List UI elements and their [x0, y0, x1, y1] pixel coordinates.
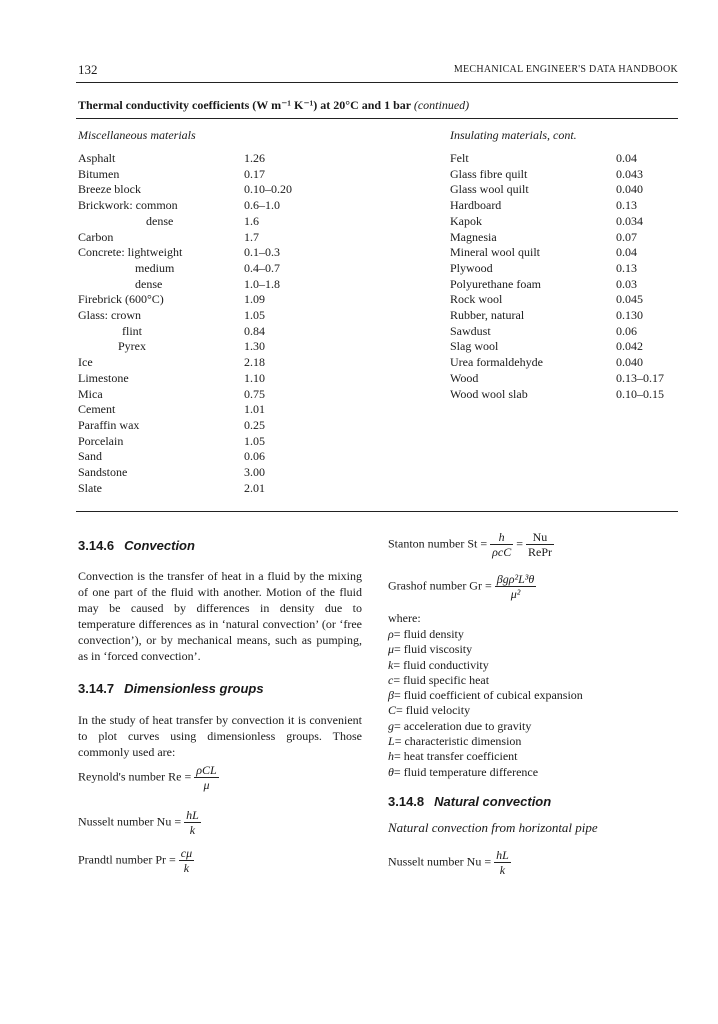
definition-item [388, 658, 583, 673]
section-number: 3.14.8 [388, 794, 425, 809]
table-row-name: Brickwork: common [78, 198, 178, 213]
table-row-name: Carbon [78, 229, 114, 244]
table-row-name: Slag wool [450, 339, 499, 354]
left-column-heading: Miscellaneous materials [78, 128, 196, 142]
table-row-name: Glass wool quilt [450, 182, 529, 197]
table-row-name: dense [146, 213, 174, 228]
fraction-denominator: k [179, 860, 194, 875]
table-title-text: Thermal conductivity coefficients (W m⁻¹ K⁻¹) at 20°C and 1 bar [78, 98, 411, 112]
definition-item [388, 627, 583, 642]
fraction-denominator: μ² [495, 586, 537, 601]
section-natural-heading [388, 794, 551, 809]
section-dimensionless-heading [78, 681, 264, 696]
fraction-denominator: k [494, 862, 511, 877]
table-row-name: Limestone [78, 370, 129, 385]
table-row-value: 0.04 [616, 151, 637, 165]
section-title: Dimensionless groups [124, 681, 264, 696]
nusselt-formula [78, 808, 201, 837]
table-row-name: Bitumen [78, 166, 120, 181]
table-row-name: Paraffin wax [78, 417, 140, 432]
table-row-value: 1.6 [244, 213, 259, 228]
fraction-numerator: h [498, 530, 505, 544]
table-row-value: 1.05 [244, 433, 265, 448]
definition-item [388, 765, 583, 780]
definition-symbol: β [388, 688, 394, 703]
equals-sign: = [516, 536, 523, 551]
header-rule [76, 82, 678, 83]
section-convection-heading [78, 538, 195, 553]
table-row-name: Mica [78, 386, 103, 401]
fraction-denominator: μ [194, 777, 218, 792]
table-row-name: Asphalt [78, 151, 116, 165]
table-row-name: Rock wool [450, 292, 503, 307]
table-row-name: Wood wool slab [450, 386, 528, 401]
stanton-formula [388, 530, 554, 559]
definition-item [388, 642, 583, 657]
table-row-name: Concrete: lightweight [78, 245, 183, 260]
section-title: Convection [124, 538, 195, 553]
definition-text: = fluid velocity [396, 703, 471, 718]
table-row-value: 0.04 [616, 245, 637, 260]
definition-text: = acceleration due to gravity [394, 718, 532, 733]
formula-label: Reynold's number Re = [78, 769, 192, 784]
table-title-suffix: (continued) [413, 98, 470, 112]
fraction-denominator: ρcC [492, 545, 512, 559]
where-list [388, 627, 583, 780]
table-row-name: flint [122, 323, 142, 338]
formula-label: Stanton number St = [388, 536, 488, 551]
fraction-numerator: hL [186, 808, 199, 822]
definition-symbol: μ [388, 642, 395, 657]
table-row-name: Felt [450, 151, 469, 165]
definition-text: = fluid temperature difference [393, 764, 539, 779]
table-row-value: 1.7 [244, 229, 259, 244]
table-row-value: 0.06 [616, 323, 637, 338]
fraction-numerator: Nu [532, 530, 548, 544]
table-row-value: 0.130 [616, 308, 643, 322]
definition-text: = fluid viscosity [394, 642, 473, 657]
table-row-value: 1.09 [244, 292, 265, 307]
fraction-numerator: cμ [180, 846, 193, 860]
table-row-value: 2.01 [244, 480, 265, 495]
right-column-heading: Insulating materials, cont. [450, 128, 577, 142]
table-row-name: Hardboard [450, 198, 502, 213]
table-row-value: 0.07 [616, 229, 637, 244]
section-title: Natural convection [434, 794, 552, 809]
table-row-value: 3.00 [244, 465, 265, 479]
where-label: where: [388, 611, 421, 625]
table-row-value: 1.05 [244, 308, 265, 322]
table-row-value: 0.75 [244, 386, 265, 401]
table-row-name: Glass: crown [78, 308, 141, 322]
section-number: 3.14.7 [78, 681, 115, 696]
table-row-value: 2.18 [244, 355, 265, 370]
table-row-value: 0.13–0.17 [616, 370, 664, 385]
prandtl-formula [78, 846, 194, 875]
definition-text: = fluid specific heat [393, 672, 490, 687]
table-row-name: Slate [78, 480, 102, 495]
grashof-formula [388, 572, 536, 601]
table-row-value: 0.042 [616, 339, 643, 354]
definition-item [388, 688, 583, 703]
table-row-name: Ice [78, 355, 93, 370]
fraction-numerator: hL [496, 848, 509, 862]
table-row-name: Sawdust [450, 323, 491, 338]
table-row-name: Sand [78, 449, 102, 464]
table-row-value: 0.13 [616, 198, 637, 213]
table-row-value: 1.26 [244, 151, 265, 165]
table-row-value: 0.25 [244, 417, 265, 432]
table-row-value: 0.84 [244, 323, 265, 338]
definition-item [388, 734, 583, 749]
table-row-value: 0.043 [616, 166, 643, 181]
convection-paragraph: Convection is the transfer of heat in a fluid by the mixing of one part of the fluid with another. Motion of the fluid may be caused by differences in density due to temperature differences as in ‘natural convection’ (or ‘free convection’), or by mechanical means, such as pumping, as in ‘forced convection’. [78, 569, 362, 663]
table-row-name: Cement [78, 402, 116, 417]
table-row-value: 0.06 [244, 449, 265, 464]
table-row-name: Mineral wool quilt [450, 245, 540, 260]
definition-symbol: θ [388, 764, 394, 779]
formula-label: Nusselt number Nu = [78, 814, 182, 829]
table-row-name: Firebrick (600°C) [78, 292, 164, 307]
definition-symbol: g [388, 718, 394, 733]
table-row-name: Rubber, natural [450, 308, 525, 322]
table-row-name: Sandstone [78, 465, 128, 479]
definition-item [388, 703, 583, 718]
definition-text: = fluid conductivity [393, 657, 489, 672]
table-row-value: 0.040 [616, 182, 643, 197]
table-row-value: 0.6–1.0 [244, 198, 280, 213]
reynolds-formula [78, 763, 219, 792]
table-row-name: Magnesia [450, 229, 497, 244]
definition-symbol: ρ [388, 627, 394, 641]
table-row-value: 0.13 [616, 260, 637, 275]
table-row-value: 0.10–0.15 [616, 386, 664, 401]
table-row-name: Wood [450, 370, 479, 385]
table-row-value: 1.30 [244, 339, 265, 354]
table-row-name: Plywood [450, 260, 493, 275]
table-bottom-rule [76, 511, 678, 512]
table-top-rule [76, 118, 678, 119]
definition-text: = fluid coefficient of cubical expansion [393, 688, 583, 703]
page-number: 132 [78, 62, 98, 77]
formula-label: Prandtl number Pr = [78, 852, 176, 867]
table-row-value: 0.4–0.7 [244, 260, 280, 275]
definition-item [388, 719, 583, 734]
table-row-value: 1.01 [244, 402, 265, 417]
table-row-name: medium [135, 260, 175, 275]
definition-item [388, 673, 583, 688]
table-row-name: Porcelain [78, 433, 124, 448]
table-row-name: dense [135, 276, 163, 291]
table-row-value: 0.03 [616, 276, 637, 291]
fraction-numerator: ρCL [196, 763, 217, 777]
definition-text: = characteristic dimension [394, 734, 522, 749]
definition-symbol: c [388, 672, 394, 687]
table-row-name: Kapok [450, 213, 482, 228]
table-row-name: Breeze block [78, 182, 141, 197]
table-row-value: 0.10–0.20 [244, 182, 292, 197]
formula-label: Grashof number Gr = [388, 578, 492, 593]
natural-subtitle: Natural convection from horizontal pipe [388, 820, 598, 835]
definition-text: = heat transfer coefficient [394, 749, 518, 764]
table-row-value: 1.10 [244, 370, 265, 385]
definition-symbol: k [388, 657, 394, 672]
formula-label: Nusselt number Nu = [388, 854, 492, 869]
nusselt-formula-2 [388, 848, 511, 877]
table-row-value: 0.17 [244, 166, 265, 181]
table-row-name: Pyrex [118, 339, 146, 354]
dimensionless-paragraph: In the study of heat transfer by convection it is convenient to plot curves using dimensionless groups. Those commonly used are: [78, 713, 362, 759]
section-number: 3.14.6 [78, 538, 115, 553]
definition-text: = fluid density [393, 627, 464, 641]
definition-symbol: L [388, 734, 395, 749]
table-row-value: 0.045 [616, 292, 643, 307]
fraction-numerator: βgρ²L³θ [496, 572, 535, 586]
table-row-value: 0.034 [616, 213, 643, 228]
table-row-name: Urea formaldehyde [450, 355, 543, 370]
definition-symbol: h [388, 749, 394, 764]
running-head: MECHANICAL ENGINEER'S DATA HANDBOOK [453, 64, 678, 75]
table-title [78, 98, 469, 113]
table-row-value: 1.0–1.8 [244, 276, 280, 291]
definition-item [388, 749, 583, 764]
fraction-denominator: k [184, 822, 201, 837]
table-row-name: Polyurethane foam [450, 276, 541, 291]
fraction-denominator: RePr [527, 545, 552, 559]
table-row-name: Glass fibre quilt [450, 166, 528, 181]
table-row-value: 0.1–0.3 [244, 245, 280, 260]
definition-symbol: C [388, 703, 397, 718]
table-row-value: 0.040 [616, 355, 643, 370]
